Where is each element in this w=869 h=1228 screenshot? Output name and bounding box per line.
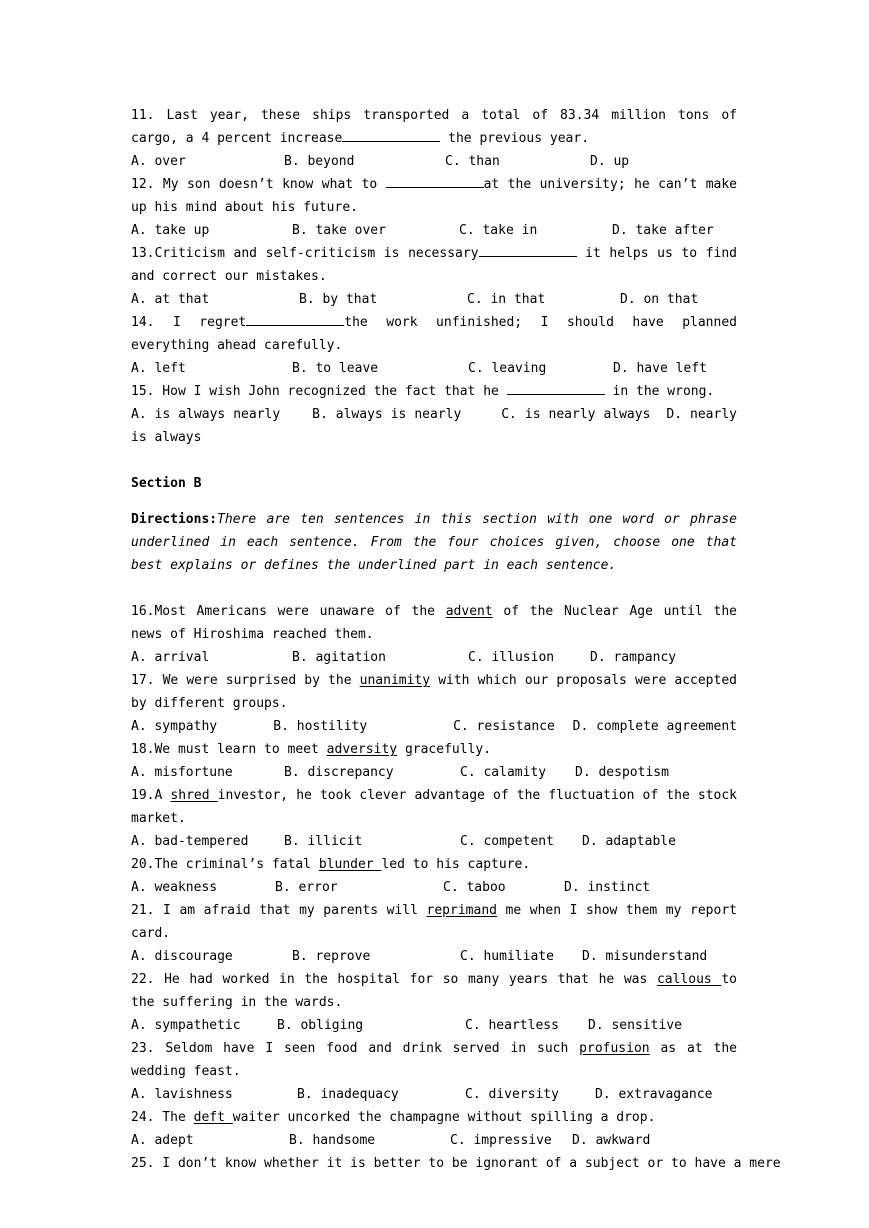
options-row — [131, 150, 737, 173]
option-a[interactable]: A. adept — [131, 1133, 194, 1148]
underlined-word: shred — [170, 788, 218, 803]
options-row — [131, 945, 737, 968]
option-d[interactable]: D. despotism — [575, 765, 669, 780]
option-c[interactable]: C. impressive — [450, 1133, 552, 1148]
question-23 — [131, 1037, 737, 1106]
option-d[interactable]: D. complete agreement — [572, 719, 737, 734]
option-d[interactable]: D. misunderstand — [582, 949, 708, 964]
question-text-post: the work unfinished; I should have planned everything ahead carefully. — [131, 315, 737, 353]
question-14 — [131, 311, 737, 380]
option-a[interactable]: A. discourage — [131, 949, 233, 964]
question-text: 20.The criminal’s fatal — [131, 857, 319, 872]
options-row — [131, 357, 737, 380]
option-d[interactable]: D. take after — [612, 223, 714, 238]
option-c[interactable]: C. taboo — [443, 880, 506, 895]
directions-label: Directions: — [131, 512, 218, 527]
option-b[interactable]: B. by that — [299, 292, 378, 307]
option-c[interactable]: C. take in — [459, 223, 538, 238]
option-d[interactable]: D. up — [590, 154, 630, 169]
option-d[interactable]: D. sensitive — [588, 1018, 682, 1033]
option-a[interactable]: A. over — [131, 154, 186, 169]
option-d[interactable]: D. rampancy — [590, 650, 677, 665]
question-text-post: me when I show them my report card. — [131, 903, 737, 941]
underlined-word: callous — [656, 972, 722, 987]
question-11 — [131, 104, 737, 173]
option-c[interactable]: C. heartless — [465, 1018, 559, 1033]
underlined-word: profusion — [579, 1041, 650, 1056]
option-c[interactable]: C. leaving — [468, 361, 547, 376]
option-d[interactable]: D. on that — [620, 292, 699, 307]
option-c[interactable]: C. competent — [460, 834, 554, 849]
question-21 — [131, 899, 737, 968]
option-d[interactable]: D. extravagance — [595, 1087, 713, 1102]
option-a[interactable]: A. bad-tempered — [131, 834, 249, 849]
question-17 — [131, 669, 737, 738]
question-13 — [131, 242, 737, 311]
option-a[interactable]: A. sympathy — [131, 719, 218, 734]
directions-text: There are ten sentences in this section with one word or phrase underlined in each sentence. From the four choices given, choose one that best explains or defines the underlined part in each sentence. — [131, 512, 737, 573]
question-text-post: led to his capture. — [381, 857, 531, 872]
section-b-title: Section B — [131, 476, 202, 491]
option-a[interactable]: A. is always nearly — [131, 407, 281, 422]
option-c[interactable]: C. diversity — [465, 1087, 559, 1102]
question-text: 22. He had worked in the hospital for so many years that he was — [131, 972, 657, 987]
option-b[interactable]: B. agitation — [292, 650, 386, 665]
question-text: 11. Last year, these ships transported a total of 83.34 million tons of cargo, a 4 percent increase — [131, 108, 737, 146]
question-text: 12. My son doesn’t know what to — [131, 177, 386, 192]
question-text-post: the previous year. — [440, 131, 590, 146]
question-24 — [131, 1106, 737, 1152]
question-text-post: it helps us to find and correct our mistakes. — [131, 246, 737, 284]
underlined-word: blunder — [318, 857, 382, 872]
question-22 — [131, 968, 737, 1037]
option-a[interactable]: A. arrival — [131, 650, 210, 665]
option-a[interactable]: A. weakness — [131, 880, 218, 895]
section-b-directions — [131, 508, 737, 577]
underlined-word: deft — [193, 1110, 233, 1125]
question-text-post: gracefully. — [397, 742, 492, 757]
option-b[interactable]: B. always is nearly — [312, 407, 462, 422]
option-b[interactable]: B. to leave — [292, 361, 379, 376]
option-c[interactable]: C. in that — [467, 292, 546, 307]
option-b[interactable]: B. illicit — [284, 834, 363, 849]
question-20 — [131, 853, 737, 899]
section-b-questions — [131, 600, 781, 1175]
options-row — [131, 761, 737, 784]
options-row — [131, 288, 737, 311]
question-text: 15. How I wish John recognized the fact that he — [131, 384, 507, 399]
option-a[interactable]: A. at that — [131, 292, 210, 307]
question-12 — [131, 173, 737, 242]
option-a[interactable]: A. left — [131, 361, 186, 376]
question-15 — [131, 380, 737, 449]
option-c[interactable]: C. is nearly always — [501, 407, 651, 422]
question-19 — [131, 784, 737, 853]
option-d[interactable]: D. instinct — [564, 880, 651, 895]
question-text: 23. Seldom have I seen food and drink served in such — [131, 1041, 580, 1056]
question-text: 16.Most Americans were unaware of the — [131, 604, 446, 619]
answer-blank — [386, 173, 484, 188]
option-b[interactable]: B. obliging — [277, 1018, 364, 1033]
underlined-word: adversity — [326, 742, 398, 757]
section-a-questions — [131, 104, 737, 449]
question-16 — [131, 600, 737, 669]
option-a[interactable]: A. lavishness — [131, 1087, 233, 1102]
option-c[interactable]: C. than — [445, 154, 500, 169]
question-18 — [131, 738, 737, 784]
option-b[interactable]: B. inadequacy — [297, 1087, 399, 1102]
option-b[interactable]: B. reprove — [292, 949, 371, 964]
question-text: 17. We were surprised by the — [131, 673, 360, 688]
question-text-post: of the Nuclear Age until the news of Hiroshima reached them. — [131, 604, 737, 642]
option-a[interactable]: A. sympathetic — [131, 1018, 241, 1033]
option-b[interactable]: B. error — [275, 880, 338, 895]
option-d[interactable]: D. awkward — [572, 1133, 651, 1148]
option-a[interactable]: A. misfortune — [131, 765, 233, 780]
document-body — [131, 104, 781, 1175]
answer-blank — [479, 242, 577, 257]
option-b[interactable]: B. hostility — [273, 719, 368, 734]
question-text: 13.Criticism and self-criticism is necessary — [131, 246, 479, 261]
answer-blank — [342, 127, 440, 142]
options-row — [131, 715, 737, 738]
question-text: 14. I regret — [131, 315, 247, 330]
underlined-word: reprimand — [426, 903, 497, 918]
option-b[interactable]: B. beyond — [284, 154, 355, 169]
option-b[interactable]: B. handsome — [289, 1133, 376, 1148]
question-text-post: in the wrong. — [604, 384, 715, 399]
option-d[interactable]: D. nearly is always — [131, 407, 737, 445]
question-text: 21. I am afraid that my parents will — [131, 903, 427, 918]
underlined-word: advent — [445, 604, 493, 619]
answer-blank — [246, 311, 344, 326]
options-row — [131, 1014, 737, 1037]
options-paragraph — [131, 403, 737, 449]
question-text-post: waiter uncorked the champagne without spilling a drop. — [232, 1110, 656, 1125]
question-25: 25. I don’t know whether it is better to be ignorant of a subject or to have a mere — [131, 1156, 781, 1171]
options-row — [131, 830, 737, 853]
question-text-post: with which our proposals were accepted by different groups. — [131, 673, 737, 711]
underlined-word: unanimity — [359, 673, 431, 688]
question-text: 24. The — [131, 1110, 194, 1125]
option-d[interactable]: D. adaptable — [582, 834, 676, 849]
question-text-post: at the university; he can’t make up his mind about his future. — [131, 177, 738, 215]
question-text: 18.We must learn to meet — [131, 742, 327, 757]
option-d[interactable]: D. have left — [613, 361, 707, 376]
option-c[interactable]: C. resistance — [453, 719, 555, 734]
option-a[interactable]: A. take up — [131, 223, 210, 238]
option-c[interactable]: C. humiliate — [460, 949, 554, 964]
options-row — [131, 646, 737, 669]
options-row — [131, 876, 737, 899]
options-row — [131, 1129, 737, 1152]
option-c[interactable]: C. illusion — [468, 650, 555, 665]
option-b[interactable]: B. take over — [292, 223, 386, 238]
option-b[interactable]: B. discrepancy — [284, 765, 394, 780]
question-text-post: investor, he took clever advantage of the fluctuation of the stock market. — [131, 788, 738, 826]
question-text: 19.A — [131, 788, 171, 803]
answer-blank — [507, 380, 605, 395]
option-c[interactable]: C. calamity — [460, 765, 547, 780]
question-text-post: to the suffering in the wards. — [131, 972, 737, 1010]
options-row — [131, 1083, 737, 1106]
options-row — [131, 219, 737, 242]
question-text-post: as at the wedding feast. — [131, 1041, 737, 1079]
